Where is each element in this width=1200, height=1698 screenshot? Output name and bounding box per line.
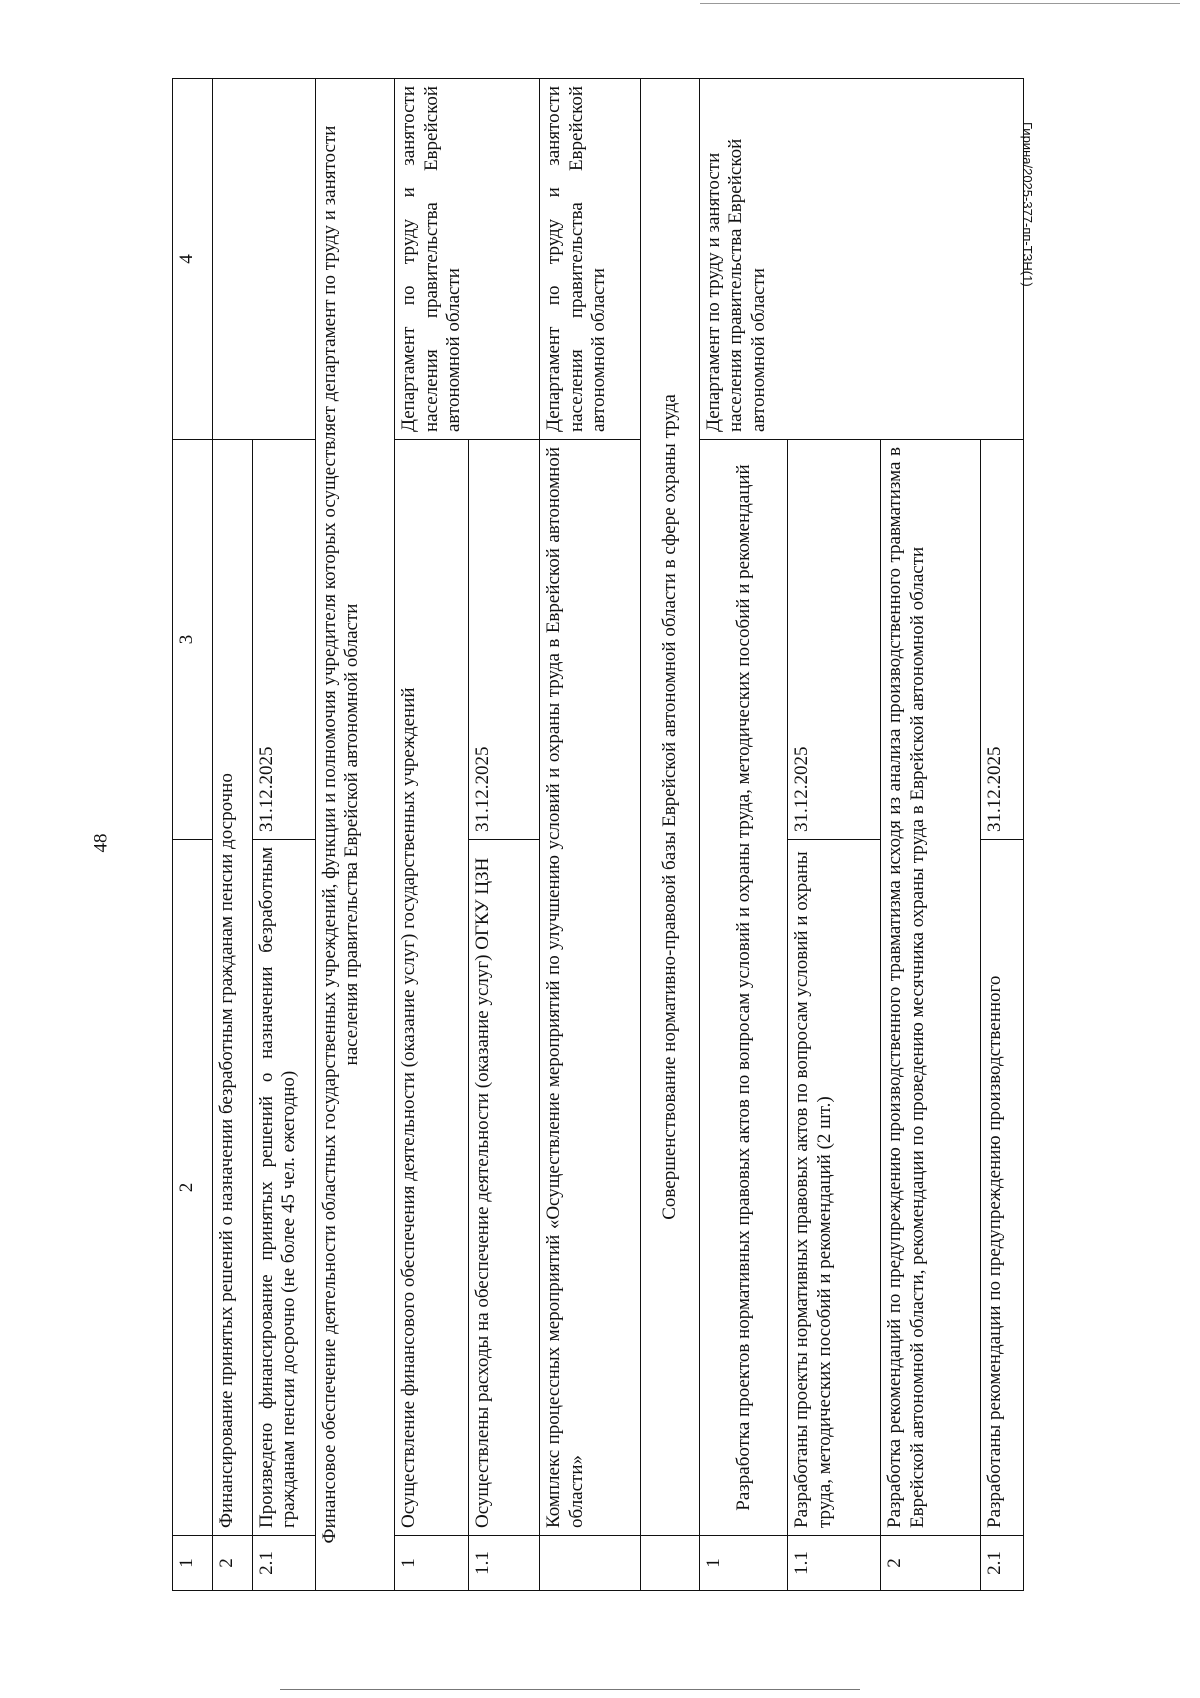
section-number-empty [640,1536,699,1591]
row-number: 2.1 [252,1536,315,1591]
header-col-2: 2 [173,840,213,1536]
table-row [540,79,640,1591]
section-heading: Финансовое обеспечение деятельности областных государственных учреждений, функции и полномочия учредителя которых осуществляет департамент по труду и занятости населения правительства Еврейской автономной области [315,79,395,1591]
row-number [540,1536,640,1591]
row-number: 1.1 [788,1536,881,1591]
row-responsible: Департамент по труду и занятости населения правительства Еврейской автономной области [540,79,640,440]
row-text: Осуществление финансового обеспечения деятельности (оказание услуг) государственных учреждений [395,440,468,1536]
row-text: Осуществлены расходы на обеспечение деятельности (оказание услуг) ОГКУ ЦЗН [468,840,539,1536]
table-row [212,79,252,1591]
row-text: Разработаны проекты нормативных правовых актов по вопросам условий и охраны труда, методических пособий и рекомендаций (2 шт.) [788,840,881,1536]
scan-edge-top [700,3,1180,4]
header-col-4: 4 [173,79,213,440]
document-code: Гирина/2025-377-пп-ТЗН(1) [1020,122,1035,287]
row-date: 31.12.2025 [252,440,315,840]
header-col-3: 3 [173,440,213,840]
scan-edge-bottom [280,1689,860,1690]
row-responsible-empty [212,79,315,440]
rotated-table-container [172,79,1024,1591]
row-number: 2 [881,1536,980,1591]
row-text: Разработка рекомендаций по предупреждению производственного травматизма исходя из анализа производственного травматизма в Еврейской автономной области, рекомендации по проведению месячника охраны труда в Еврейской автономной области [881,440,980,1536]
row-text: Произведено финансирование принятых решений о назначении безработным гражданам пенсии досрочно (не более 45 чел. ежегодно) [252,840,315,1536]
section-row [315,79,395,1591]
row-responsible: Департамент по труду и занятости населения правительства Еврейской автономной области [699,79,1023,440]
row-date: 31.12.2025 [468,440,539,840]
row-text: Разработаны рекомендации по предупреждению производственного [980,840,1023,1536]
row-text: Финансирование принятых решений о назначении безработным гражданам пенсии досрочно [212,440,252,1536]
row-date: 31.12.2025 [980,440,1023,840]
table-row [699,79,788,1591]
row-responsible: Департамент по труду и занятости населения правительства Еврейской автономной области [395,79,540,440]
page-number: 48 [90,833,112,853]
section-row [640,79,699,1591]
row-text: Комплекс процессных мероприятий «Осуществление мероприятий по улучшению условий и охраны труда в Еврейской автономной области» [540,440,640,1536]
section-heading: Совершенствование нормативно-правовой базы Еврейской автономной области в сфере охраны труда [640,79,699,1536]
table-header-row [173,79,213,1591]
row-date: 31.12.2025 [788,440,881,840]
row-number: 1.1 [468,1536,539,1591]
table-row [395,79,468,1591]
plan-table [172,78,1024,1591]
row-number: 2 [212,1536,252,1591]
header-col-1: 1 [173,1536,213,1591]
row-number: 2.1 [980,1536,1023,1591]
row-number: 1 [699,1536,788,1591]
row-text: Разработка проектов нормативных правовых актов по вопросам условий и охраны труда, методических пособий и рекомендаций [699,440,788,1536]
row-number: 1 [395,1536,468,1591]
